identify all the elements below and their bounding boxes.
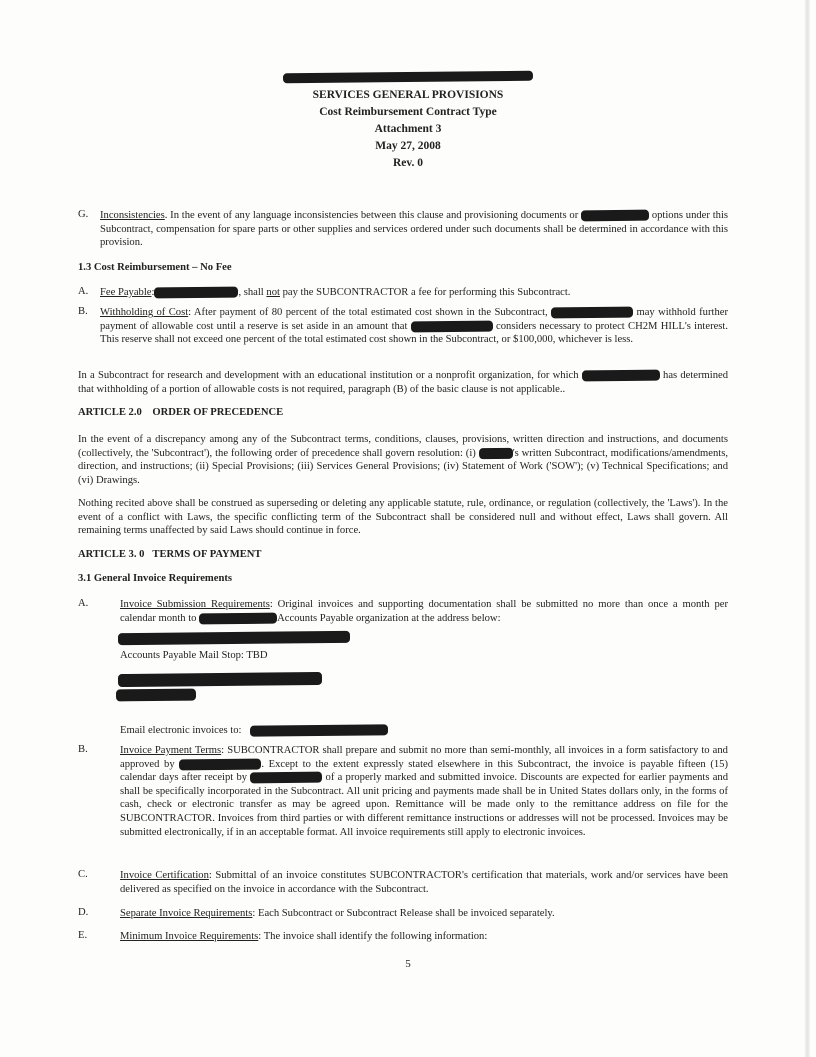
item-letter: B. [78,744,88,755]
redaction-mark [551,307,633,319]
item-invoice-submission: Invoice Submission Requirements: Original invoices and supporting documentation shall be submitted no more than once a month per calendar month to Accounts Payable organization at the address below: [120,599,728,624]
redaction-mark [250,724,388,736]
section-heading: 3.1 General Invoice Requirements [78,573,232,584]
paragraph-research-development: In a Subcontract for research and development with an educational institution or a nonprofit organization, for which has determined that withholding of a portion of allowable costs is not required, paragraph (B) of the basic clause is not applicable.. [78,370,729,395]
item-letter: G. [78,209,89,220]
item-invoice-payment-terms: Invoice Payment Terms: SUBCONTRACTOR shall prepare and submit no more than semi-monthly, all invoices in a form satisfactory to and approved by . Except to the extent expressly stated elsewhere in this Subcontract, the invoice is payable fifteen (15) calendar days after receipt by of a properly marked and submitted invoice. Discounts are expected for earlier payments and shall be specifically incorporated in the Subcontract. All unit pricing and payments made shall be in United States dollars only, in the forms of cash, check or electronic transfer as may be agreed upon. Remittance will be made only to the remittance address on file for the SUBCONTRACTOR. Invoices from third parties or with different remittance instructions or addresses will not be processed. Invoices may be submitted electronically, if in an acceptable format. All invoice requirements still apply to electronic invoices. [120,745,728,838]
item-title: Withholding of Cost [100,307,189,318]
item-letter: B. [78,306,88,317]
item-title: Minimum Invoice Requirements [120,931,259,942]
item-title: Separate Invoice Requirements [120,908,253,919]
redaction-mark [479,447,513,458]
redaction-mark [582,370,660,382]
item-title: Invoice Certification [120,870,209,881]
item-separate-invoice: Separate Invoice Requirements: Each Subcontract or Subcontract Release shall be invoiced separately. [120,908,555,919]
mail-stop-line: Accounts Payable Mail Stop: TBD [120,650,268,661]
article-heading: ARTICLE 2.0 ORDER OF PRECEDENCE [78,407,284,418]
item-letter: A. [78,286,89,297]
item-invoice-certification: Invoice Certification: Submittal of an invoice constitutes SUBCONTRACTOR's certification that materials, work and/or services have been delivered as specified on the invoice in accordance with the Subcontract. [120,870,729,895]
item-minimum-invoice: Minimum Invoice Requirements: The invoice shall identify the following information: [120,931,488,942]
item-title: Invoice Payment Terms [120,745,222,756]
item-letter: E. [78,930,88,941]
redaction-mark [199,612,277,624]
redaction-mark [116,689,196,702]
item-title: Inconsistencies [100,210,165,221]
redaction-mark [118,631,350,645]
header-title: SERVICES GENERAL PROVISIONS [312,89,504,101]
item-title: Invoice Submission Requirements [120,599,270,610]
email-line: Email electronic invoices to: [120,725,388,736]
paragraph-order-of-precedence: In the event of a discrepancy among any of the Subcontract terms, conditions, clauses, provisions, written direction and instructions, and documents (collectively, the 'Subcontract'), the following order of precedence shall govern resolution: (i) 's written Subcontract, modifications/amendments, direction, and instructions; (ii) Special Provisions; (iii) Services General Provisions; (iv) Statement of Work ('SOW'); (v) Technical Specifications; and (vi) Drawings. [78,434,729,486]
item-withholding-of-cost: Withholding of Cost: After payment of 80 percent of the total estimated cost shown in the Subcontract, may withhold further payment of allowable cost until a reserve is set aside in an amount that considers necessary to protect CH2M HILL's interest. This reserve shall not exceed one percent of the total estimated cost shown in the Subcontract, or $100,000, whichever is less. [100,307,729,346]
paragraph-laws: Nothing recited above shall be construed as superseding or deleting any applicable statute, rule, ordinance, or regulation (collectively, the 'Laws'). In the event of a conflict with Laws, the specific conflicting term of the Subcontract shall be considered null and without effect, Laws shall govern. All remaining terms unaffected by said Laws should continue in force. [78,498,728,537]
item-letter: C. [78,869,88,880]
section-heading: 1.3 Cost Reimbursement – No Fee [78,262,232,273]
redaction-mark [581,210,649,222]
redaction-mark [250,772,322,784]
document-header [0,70,816,172]
header-contract-type: Cost Reimbursement Contract Type [319,106,497,118]
header-date: May 27, 2008 [375,140,441,152]
item-letter: D. [78,907,89,918]
redaction-mark [154,287,238,299]
item-inconsistencies: Inconsistencies. In the event of any language inconsistencies between this clause and provisioning documents or options under this Subcontract, compensation for spare parts or other supplies and services ordered under such documents shall be determined in accordance with this provision. [100,210,729,249]
redaction-mark [118,672,322,687]
item-fee-payable: Fee Payable: , shall not pay the SUBCONTRACTOR a fee for performing this Subcontract. [100,287,571,298]
item-letter: A. [78,598,89,609]
redaction-mark [179,758,261,770]
item-title: Fee Payable [100,287,152,298]
header-revision: Rev. 0 [392,157,424,169]
header-attachment: Attachment 3 [374,123,442,135]
redaction-mark [283,71,533,84]
article-heading: ARTICLE 3. 0 TERMS OF PAYMENT [78,549,262,560]
page-number: 5 [405,958,411,970]
redaction-mark [411,320,493,332]
